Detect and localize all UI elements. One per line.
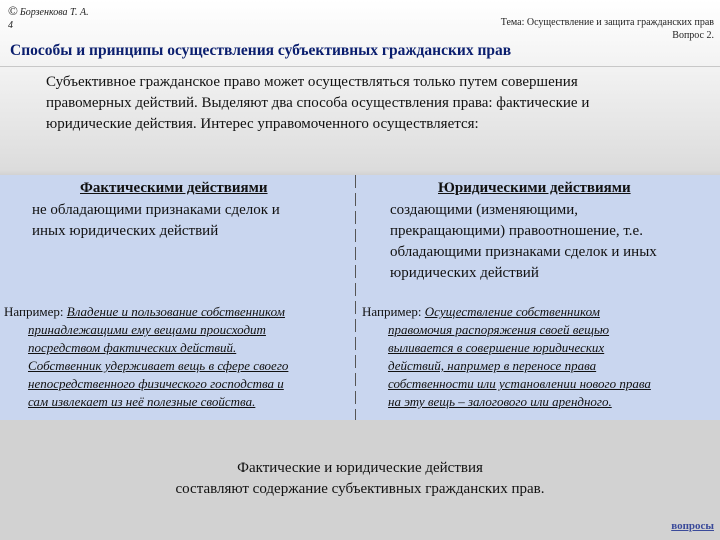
question-number: Вопрос 2. [672,30,714,41]
right-desc-line: юридических действий [390,265,539,281]
slide-title: Способы и принципы осуществления субъективных гражданских прав [10,42,512,59]
right-example-line: правомочия распоряжения своей вещью [388,322,610,337]
intro-line: юридические действия. Интерес управомоченного осуществляется: [46,116,479,132]
left-desc-line: иных юридических действий [32,223,219,239]
right-desc-line: обладающими признаками сделок и иных [390,244,657,260]
copyright-block [8,4,89,32]
left-example-line: принадлежащими ему вещами происходит [28,322,266,337]
conclusion-line: составляют содержание субъективных гражданских прав. [175,481,545,497]
left-example-line: посредством фактических действий. [28,340,237,355]
topic-title: Тема: Осуществление и защита гражданских прав [500,17,714,28]
left-example-line: сам извлекает из неё полезные свойства. [28,394,256,409]
right-example-line: выливается в совершение юридических [388,340,605,355]
right-column-heading: Юридическими действиями [438,180,631,196]
intro-line: Субъективное гражданское право может осуществляться только путем совершения [46,74,578,90]
copyright-symbol: © [8,3,18,18]
left-example-line: Владение и пользование собственником [66,304,285,319]
questions-link[interactable]: вопросы [671,520,714,532]
left-example [4,303,356,411]
topic-block [384,16,714,42]
left-example-label: Например: [4,304,64,319]
title-divider [0,66,720,67]
right-column-description [390,200,716,284]
right-desc-line: прекращающими) правоотношение, т.е. [390,223,643,239]
left-desc-line: не обладающими признаками сделок и [32,202,280,218]
conclusion-line: Фактические и юридические действия [237,460,483,476]
right-example-line: собственности или установлении нового права [388,376,651,391]
left-example-line: Собственник удерживает вещь в сфере своего [28,358,289,373]
right-example-line: действий, например в переносе права [388,358,597,373]
author-extra: 4 [8,20,13,31]
conclusion [0,458,720,500]
right-desc-line: создающими (изменяющими, [390,202,579,218]
right-example [362,303,718,411]
left-column-heading: Фактическими действиями [80,180,268,196]
left-column-description [32,200,352,242]
intro-line: правомерных действий. Выделяют два способа осуществления права: фактические и [46,95,590,111]
right-example-label: Например: [362,304,422,319]
right-example-line: на эту вещь – залогового или арендного. [388,394,612,409]
right-example-line: Осуществление собственником [424,304,600,319]
author-name: Борзенкова Т. А. [19,7,89,18]
intro-paragraph [46,72,706,135]
left-example-line: непосредственного физического господства и [28,376,284,391]
